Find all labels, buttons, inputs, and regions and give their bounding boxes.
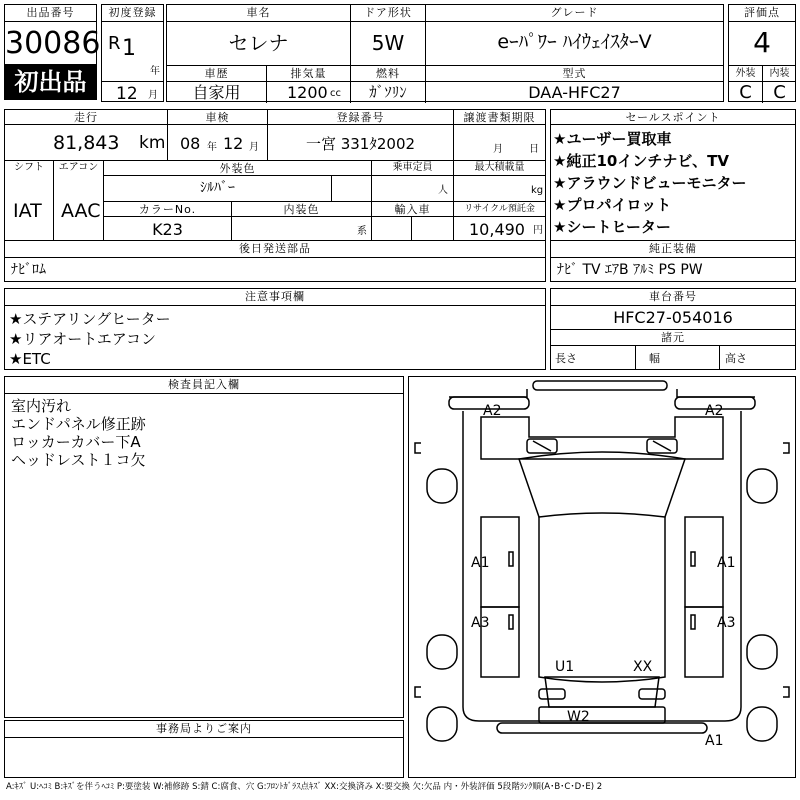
damage-mark-rear-right: A3: [717, 615, 736, 631]
inspector-line: ロッカーカバー下A: [11, 433, 141, 451]
plate-number: 一宮 331ﾀ2002: [305, 135, 416, 153]
damage-mark-roof-rear-left: U1: [555, 659, 575, 675]
first-registration-box: [101, 4, 164, 102]
sales-points-box: [550, 109, 796, 241]
ac-type: AAC: [61, 200, 101, 222]
height-label: 高さ: [725, 352, 747, 365]
displacement-unit: cc: [330, 88, 341, 99]
inspection-label: 車検: [205, 111, 230, 124]
inspector-box: [4, 376, 404, 718]
first-reg-label: 初度登録: [108, 6, 157, 19]
width-label: 幅: [649, 352, 660, 365]
color-no-label: カラーNo.: [138, 203, 197, 216]
sales-point-item: ★アラウンドビューモニター: [553, 174, 747, 192]
notes-label: 注意事項欄: [245, 290, 305, 303]
recycle-label: リサイクル預託金: [464, 204, 535, 214]
office-label: 事務局よりご案内: [156, 722, 252, 735]
month-unit: 月: [148, 90, 158, 101]
first-listing-badge: [4, 64, 97, 100]
first-reg-month: 12: [116, 84, 138, 104]
specs-label: 諸元: [661, 331, 685, 344]
note-item: ★リアオートエアコン: [9, 330, 156, 348]
equipment-label: 純正装備: [649, 242, 697, 255]
parts-label: 後日発送部品: [239, 242, 311, 255]
car-damage-diagram: [409, 377, 795, 777]
mileage-unit: km: [139, 133, 166, 153]
damage-mark-front-left: A2: [483, 403, 502, 419]
int-color-label: 内装色: [283, 203, 320, 216]
inspection-year: 08: [180, 134, 201, 153]
damage-mark-mid-right: A1: [717, 555, 736, 571]
mileage-label: 走行: [74, 111, 98, 124]
office-box: [4, 720, 404, 778]
damage-mark-rear-left: A3: [471, 615, 490, 631]
max-load-unit: kg: [531, 185, 544, 196]
import-label: 輸入車: [394, 203, 431, 216]
sales-point-item: ★プロパイロット: [553, 196, 672, 214]
exterior-label: 外装: [735, 68, 756, 79]
ext-color-label: 外装色: [219, 162, 256, 175]
first-listing-text: 初出品: [14, 68, 87, 96]
score-label: 評価点: [744, 6, 780, 19]
note-item: ★ステアリングヒーター: [9, 310, 171, 328]
sales-points-label: セールスポイント: [625, 111, 721, 124]
car-info-box: [166, 4, 724, 102]
fuel: ｶﾞｿﾘﾝ: [369, 83, 407, 101]
model-label: 型式: [562, 67, 587, 80]
damage-mark-rear-bottom: A1: [705, 733, 724, 749]
fuel-label: 燃料: [376, 67, 400, 80]
ext-color: ｼﾙﾊﾞｰ: [200, 180, 235, 196]
plate-label: 登録番号: [336, 111, 385, 124]
interior-grade: C: [773, 82, 786, 103]
inspection-month-unit: 月: [249, 142, 259, 153]
lot-number: 30086: [5, 26, 101, 61]
car-name: セレナ: [228, 31, 289, 55]
displacement: 1200: [287, 83, 328, 102]
history: 自家用: [192, 83, 241, 102]
inspector-line: 室内汚れ: [11, 397, 72, 415]
int-color-unit: 系: [357, 226, 367, 237]
sales-point-item: ★純正10インチナビ、TV: [553, 152, 730, 170]
length-label: 長さ: [555, 352, 577, 365]
grade-label: グレード: [550, 6, 599, 19]
note-item: ★ETC: [9, 350, 51, 368]
history-label: 車歴: [204, 67, 229, 80]
door-label: ドア形状: [364, 6, 412, 19]
displacement-label: 排気量: [290, 67, 327, 80]
transfer-label: 譲渡書類期限: [463, 111, 536, 124]
parts-box: [4, 240, 546, 282]
era: R: [108, 33, 121, 54]
first-reg-year: 1: [122, 36, 136, 61]
car-name-label: 車名: [246, 6, 271, 19]
transfer-month-unit: 月: [493, 144, 503, 155]
shift-type: IAT: [13, 200, 42, 222]
lot-number-label: 出品番号: [26, 6, 75, 19]
inspector-line: エンドパネル修正跡: [11, 415, 146, 433]
shift-label: シフト: [14, 162, 44, 173]
ac-label: エアコン: [58, 162, 99, 173]
transfer-day-unit: 日: [529, 144, 539, 155]
color-number: K23: [152, 220, 183, 239]
equipment-box: [550, 240, 796, 282]
recycle-fee: 10,490: [469, 220, 525, 239]
car-diagram: [408, 376, 796, 778]
damage-mark-roof-rear-right: XX: [633, 659, 653, 675]
vehicle-info-grid: [4, 109, 546, 241]
year-unit: 年: [150, 66, 160, 77]
grade: eｰﾊﾟﾜｰ ﾊｲｳｪｲｽﾀｰV: [497, 31, 652, 53]
inspection-month: 12: [223, 134, 244, 153]
score-box: [728, 4, 796, 102]
mileage: 81,843: [53, 132, 120, 154]
interior-label: 内装: [769, 68, 790, 79]
score: 4: [753, 26, 771, 59]
legend: A:ｷｽﾞ U:ﾍｺﾐ B:ｷｽﾞを伴うﾍｺﾐ P:要塗装 W:補修跡 S:錆 C:腐食、穴 G:ﾌﾛﾝﾄｶﾞﾗｽ点ｷｽﾞ XX:交換済み X:要交換 欠:欠品 内・外装評価 5段階ﾗﾝｸ順(A･B･C･D･E) 2: [6, 782, 603, 792]
sales-point-item: ★ユーザー買取車: [553, 130, 672, 148]
capacity-label: 乗車定員: [392, 162, 433, 173]
damage-mark-front-right: A2: [705, 403, 724, 419]
damage-mark-mid-left: A1: [471, 555, 490, 571]
exterior-grade: C: [739, 82, 752, 103]
inspector-label: 検査員記入欄: [168, 378, 240, 391]
inspection-year-unit: 年: [207, 142, 217, 153]
model-code: DAA-HFC27: [528, 83, 621, 102]
chassis-box: [550, 288, 796, 370]
capacity-unit: 人: [438, 185, 448, 196]
notes-box: [4, 288, 546, 370]
equipment-value: ﾅﾋﾞ TV ｴｱB ｱﾙﾐ PS PW: [557, 262, 703, 278]
max-load-label: 最大積載量: [474, 162, 525, 173]
chassis-label: 車台番号: [649, 290, 697, 303]
damage-mark-rear-glass: W2: [567, 709, 590, 725]
inspector-line: ヘッドレスト１コ欠: [11, 451, 146, 469]
recycle-unit: 円: [533, 225, 543, 236]
door-type: 5W: [371, 31, 405, 55]
parts-value: ﾅﾋﾞﾛﾑ: [11, 262, 46, 278]
chassis-number: HFC27-054016: [613, 308, 733, 327]
sales-point-item: ★シートヒーター: [553, 218, 671, 236]
